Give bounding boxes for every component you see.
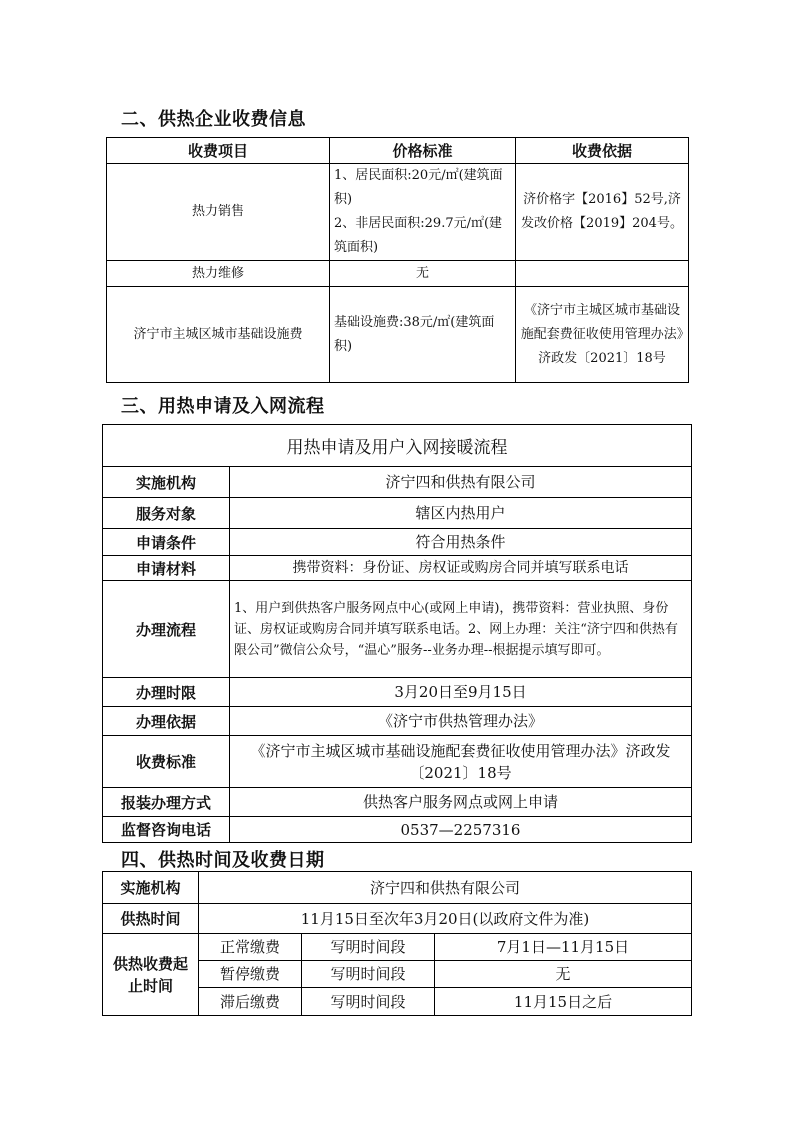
row-label: 实施机构 xyxy=(103,467,230,498)
row-value: 11月15日至次年3月20日(以政府文件为准) xyxy=(199,904,692,934)
table-row xyxy=(107,261,689,287)
row-value: 携带资料：身份证、房权证或购房合同并填写联系电话 xyxy=(230,556,692,581)
section4-heading: 四、供热时间及收费日期 xyxy=(121,850,325,871)
fee-note: 写明时间段 xyxy=(302,988,435,1016)
row-value: 符合用热条件 xyxy=(230,529,692,556)
fee-item: 热力维修 xyxy=(107,261,330,287)
section3-heading: 三、用热申请及入网流程 xyxy=(121,396,325,417)
row-value: 《济宁市供热管理办法》 xyxy=(230,707,692,736)
table-row xyxy=(103,736,692,788)
row-label: 申请材料 xyxy=(103,556,230,581)
table-row xyxy=(103,817,692,843)
table-row xyxy=(103,581,692,678)
col-header-standard: 价格标准 xyxy=(330,138,516,164)
table-header-row xyxy=(107,138,689,164)
row-value: 济宁四和供热有限公司 xyxy=(230,467,692,498)
fee-item: 济宁市主城区城市基础设施费 xyxy=(107,287,330,383)
fee-standard xyxy=(330,164,516,261)
application-process-table xyxy=(102,424,692,843)
col-header-basis: 收费依据 xyxy=(516,138,689,164)
row-label: 申请条件 xyxy=(103,529,230,556)
heating-schedule-table xyxy=(102,871,692,1016)
fee-info-table xyxy=(106,137,689,383)
table-row xyxy=(103,529,692,556)
row-value: 1、用户到供热客户服务网点中心(或网上申请)，携带资料：营业执照、身份证、房权证或购房合同并填写联系电话。2、网上办理：关注“济宁四和供热有限公司”微信公众号，“温心”服务--业务办理--根据提示填写即可。 xyxy=(230,581,692,678)
fee-period: 7月1日—11月15日 xyxy=(435,934,692,961)
fee-basis xyxy=(516,261,689,287)
row-value: 济宁四和供热有限公司 xyxy=(199,872,692,904)
row-label: 办理依据 xyxy=(103,707,230,736)
table-row xyxy=(103,788,692,817)
section2-heading: 二、供热企业收费信息 xyxy=(121,109,306,130)
row-value: 辖区内热用户 xyxy=(230,498,692,529)
fee-basis: 济价格字【2016】52号,济发改价格【2019】204号。 xyxy=(516,164,689,261)
table-row xyxy=(107,287,689,383)
fee-type: 滞后缴费 xyxy=(199,988,302,1016)
row-label: 监督咨询电话 xyxy=(103,817,230,843)
row-value: 3月20日至9月15日 xyxy=(230,678,692,707)
row-label: 收费标准 xyxy=(103,736,230,788)
fee-period: 11月15日之后 xyxy=(435,988,692,1016)
fee-standard-line: 1、居民面积:20元/㎡(建筑面积) xyxy=(334,168,503,207)
table-row xyxy=(103,678,692,707)
row-label: 办理流程 xyxy=(103,581,230,678)
fee-period: 无 xyxy=(435,961,692,988)
row-value: 供热客户服务网点或网上申请 xyxy=(230,788,692,817)
row-label: 实施机构 xyxy=(103,872,199,904)
table-row xyxy=(103,498,692,529)
fee-type: 正常缴费 xyxy=(199,934,302,961)
fee-standard: 无 xyxy=(330,261,516,287)
row-value: 0537—2257316 xyxy=(230,817,692,843)
table-row xyxy=(103,467,692,498)
table-title-row xyxy=(103,425,692,467)
fee-item: 热力销售 xyxy=(107,164,330,261)
fee-period-label: 供热收费起止时间 xyxy=(103,934,199,1016)
fee-note: 写明时间段 xyxy=(302,961,435,988)
table-row xyxy=(107,164,689,261)
fee-type: 暂停缴费 xyxy=(199,961,302,988)
fee-standard: 基础设施费:38元/㎡(建筑面积) xyxy=(330,287,516,383)
col-header-item: 收费项目 xyxy=(107,138,330,164)
table-row xyxy=(103,904,692,934)
table-title: 用热申请及用户入网接暖流程 xyxy=(103,425,692,467)
fee-basis: 《济宁市主城区城市基础设施配套费征收使用管理办法》济政发〔2021〕18号 xyxy=(516,287,689,383)
table-row xyxy=(103,934,692,961)
row-label: 服务对象 xyxy=(103,498,230,529)
table-row xyxy=(103,707,692,736)
table-row xyxy=(103,872,692,904)
fee-note: 写明时间段 xyxy=(302,934,435,961)
row-label: 办理时限 xyxy=(103,678,230,707)
table-row xyxy=(103,556,692,581)
fee-standard-line: 2、非居民面积:29.7元/㎡(建筑面积) xyxy=(334,216,503,255)
row-label: 报装办理方式 xyxy=(103,788,230,817)
row-value: 《济宁市主城区城市基础设施配套费征收使用管理办法》济政发〔2021〕18号 xyxy=(230,736,692,788)
row-label: 供热时间 xyxy=(103,904,199,934)
